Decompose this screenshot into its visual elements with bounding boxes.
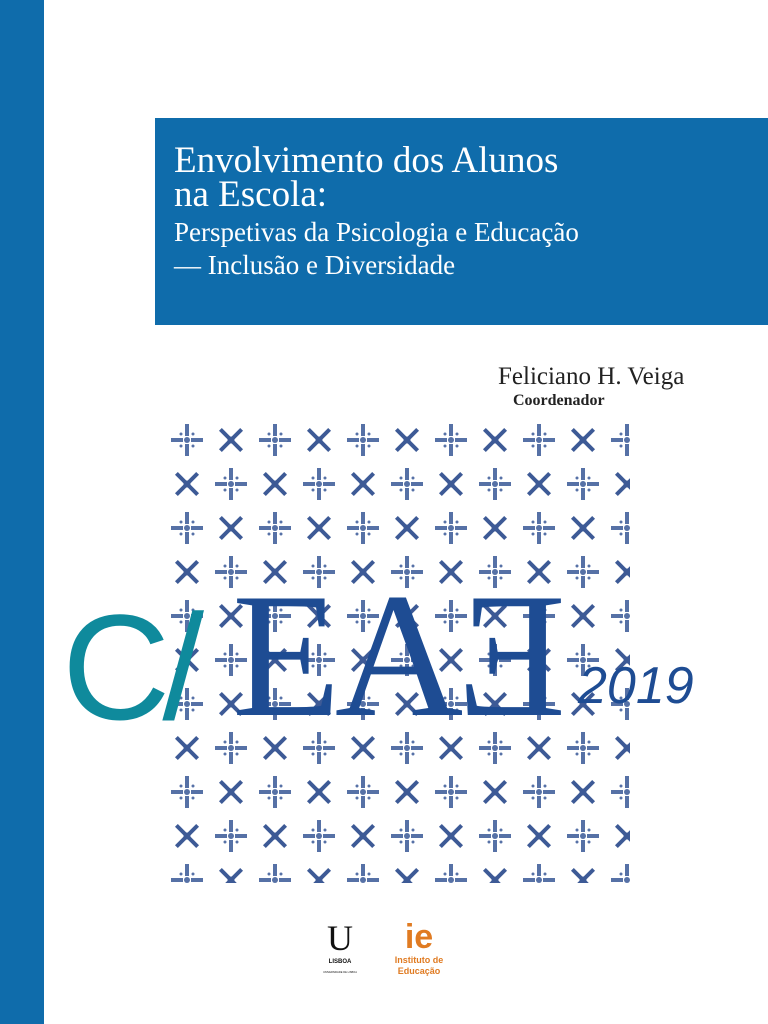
ie-line-1: Instituto de (394, 955, 444, 965)
author-role: Coordenador (513, 392, 605, 409)
logo-letter-c: C/ (62, 583, 196, 751)
subtitle-line-1: Perspetivas da Psicologia e Educação (174, 217, 579, 247)
book-title (174, 140, 768, 215)
ie-mark: ie (404, 918, 434, 956)
logo-letters-eae: EAƎ (232, 556, 561, 754)
author-name: Feliciano H. Veiga (498, 363, 685, 390)
ul-letter: U (327, 918, 353, 958)
logo-year: 2019 (578, 657, 694, 715)
ul-name: LISBOA (328, 959, 352, 965)
university-of-lisbon-logo (325, 918, 355, 984)
title-banner (155, 118, 768, 325)
title-line-1: Envolvimento dos Alunos (174, 140, 559, 181)
title-line-2: na Escola: (174, 174, 328, 215)
ul-subtitle: UNIVERSIDADE DE LISBOA (323, 971, 357, 974)
left-color-bar (0, 0, 44, 1024)
subtitle-line-2: — Inclusão e Diversidade (174, 250, 456, 280)
ie-line-2: Educação (397, 966, 441, 976)
instituto-de-educacao-logo (384, 918, 454, 982)
book-subtitle (174, 216, 768, 282)
